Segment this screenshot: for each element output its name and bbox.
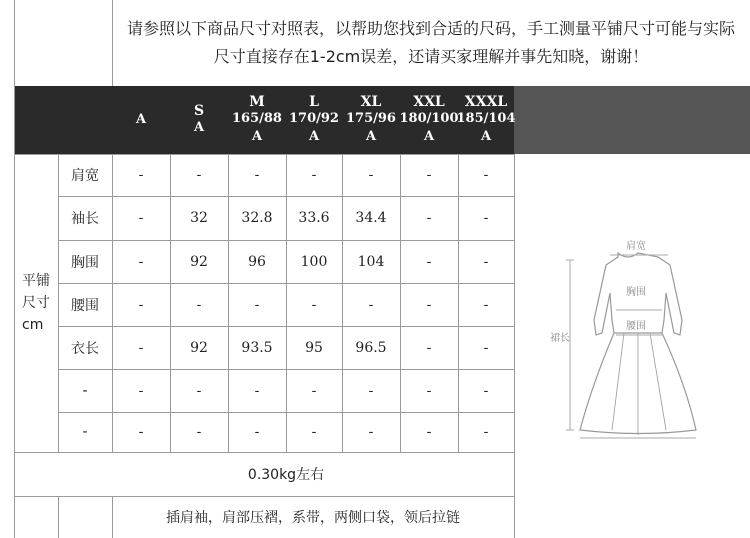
diagram-waist-label: 腰围 (626, 321, 646, 332)
size-spec-line: 185/104 (456, 111, 516, 126)
size-notice (112, 0, 750, 86)
size-label: S (193, 103, 205, 119)
size-spec-line: A (423, 129, 435, 144)
table-cell: 32.8 (241, 210, 273, 226)
diagram-shoulder-label: 肩宽 (626, 241, 646, 252)
features-text: 插肩袖，肩部压褶，系带，两侧口袋，领后拉链 (166, 510, 460, 526)
table-cell: 34.4 (355, 210, 387, 226)
table-cell: - (483, 424, 489, 440)
size-label: XXL (413, 94, 445, 110)
table-cell: - (196, 382, 202, 399)
size-label: XL (360, 94, 382, 110)
table-cell: - (426, 382, 432, 399)
table-cell: - (138, 424, 144, 440)
grid-line (228, 154, 229, 452)
grid-line (58, 283, 514, 284)
diagram-chest-label: 胸围 (626, 287, 646, 298)
features-cell (112, 496, 514, 538)
size-header-cell (342, 86, 400, 154)
size-spec-line: 170/92 (289, 111, 339, 126)
table-cell: - (426, 167, 432, 183)
table-cell: - (426, 296, 432, 313)
group-label-line: cm (22, 317, 44, 333)
dress-diagram (540, 225, 740, 455)
table-cell: - (311, 296, 317, 313)
row-label: 腰围 (71, 297, 99, 314)
grid-line (58, 496, 59, 538)
table-cell: - (196, 296, 202, 313)
size-spec-line: A (480, 129, 492, 144)
grid-line (58, 326, 514, 327)
table-cell: - (138, 210, 144, 226)
table-cell: 96.5 (355, 339, 387, 356)
group-label-text (22, 270, 50, 336)
table-cell: 92 (190, 339, 208, 356)
group-label-line: 平铺 (22, 273, 50, 289)
table-cell: 93.5 (241, 339, 273, 356)
grid-line (14, 0, 15, 538)
table-cell: - (138, 167, 144, 183)
weight-text: 0.30kg左右 (247, 467, 325, 483)
weight-cell (58, 452, 514, 496)
size-header-cell (400, 86, 458, 154)
grid-line (514, 154, 515, 452)
size-header-cell (170, 86, 228, 154)
grid-line (112, 0, 113, 86)
row-label: 胸围 (71, 254, 99, 271)
size-label: L (309, 94, 319, 110)
grid-line (14, 452, 514, 453)
group-label-line: 尺寸 (22, 295, 50, 311)
grid-line (400, 154, 401, 452)
grid-line (112, 496, 113, 538)
size-spec-line: A (193, 120, 205, 135)
size-spec-line: A (135, 112, 147, 127)
grid-line (286, 154, 287, 452)
grid-line (58, 240, 514, 241)
table-cell: 95 (305, 339, 323, 356)
table-cell: - (138, 296, 144, 313)
table-cell: - (196, 424, 202, 440)
table-cell: - (138, 339, 144, 356)
table-cell: - (483, 296, 489, 313)
table-cell: 96 (248, 253, 266, 270)
table-cell: - (311, 382, 317, 399)
row-label: - (82, 424, 88, 440)
row-label: 衣长 (71, 340, 99, 357)
grid-line (458, 154, 459, 452)
grid-line (14, 496, 514, 497)
size-spec-line: A (365, 129, 377, 144)
table-cell: - (311, 167, 317, 183)
size-spec-line: 175/96 (346, 111, 396, 126)
size-header-cell (112, 86, 170, 154)
table-cell: - (254, 424, 260, 440)
table-cell: - (368, 382, 374, 399)
grid-line (112, 154, 113, 452)
size-header-cell (458, 86, 514, 154)
table-cell: - (138, 382, 144, 399)
size-spec-line: 165/88 (232, 111, 282, 126)
size-label: XXXL (464, 94, 508, 110)
flat-size-group-label (14, 154, 58, 452)
size-spec-line: A (308, 129, 320, 144)
grid-line (14, 154, 58, 155)
grid-line (58, 154, 514, 155)
grid-line (58, 369, 514, 370)
size-label: M (249, 94, 265, 110)
grid-line (170, 154, 171, 452)
table-cell: 92 (190, 253, 208, 270)
table-cell: - (483, 167, 489, 183)
grid-line (58, 412, 514, 413)
diagram-length-label: 裙长 (550, 333, 570, 344)
table-cell: - (483, 339, 489, 356)
grid-line (514, 452, 515, 538)
table-cell: - (483, 253, 489, 270)
table-cell: - (254, 382, 260, 399)
size-spec-line: 180/100 (399, 111, 459, 126)
table-cell: - (368, 424, 374, 440)
table-cell: - (254, 296, 260, 313)
table-cell: 100 (300, 253, 328, 270)
header-band-right (514, 86, 750, 154)
row-label: - (82, 382, 88, 399)
size-spec-line: A (251, 129, 263, 144)
notice-line-1: 请参照以下商品尺寸对照表，以帮助您找到合适的尺码，手工测量平铺尺寸可能与实际 (126, 19, 735, 38)
row-label: 袖长 (71, 211, 99, 227)
notice-line-2: 尺寸直接存在1-2cm误差，还请买家理解并事先知晓，谢谢！ (213, 47, 649, 66)
table-cell: 104 (357, 253, 385, 270)
table-cell: - (368, 296, 374, 313)
grid-line (58, 196, 514, 197)
table-cell: - (426, 253, 432, 270)
table-cell: - (426, 424, 432, 440)
table-cell: - (368, 167, 374, 183)
table-cell: - (196, 167, 202, 183)
table-cell: - (311, 424, 317, 440)
table-cell: - (254, 167, 260, 183)
size-header-cell (286, 86, 342, 154)
table-cell: 33.6 (298, 210, 330, 226)
table-cell: - (138, 253, 144, 270)
grid-line (342, 154, 343, 452)
table-cell: - (483, 210, 489, 226)
table-cell: - (426, 210, 432, 226)
table-cell: - (483, 382, 489, 399)
table-cell: - (426, 339, 432, 356)
grid-line (58, 154, 59, 452)
row-label: 肩宽 (71, 168, 99, 184)
size-header-cell (228, 86, 286, 154)
table-cell: 32 (190, 210, 208, 226)
